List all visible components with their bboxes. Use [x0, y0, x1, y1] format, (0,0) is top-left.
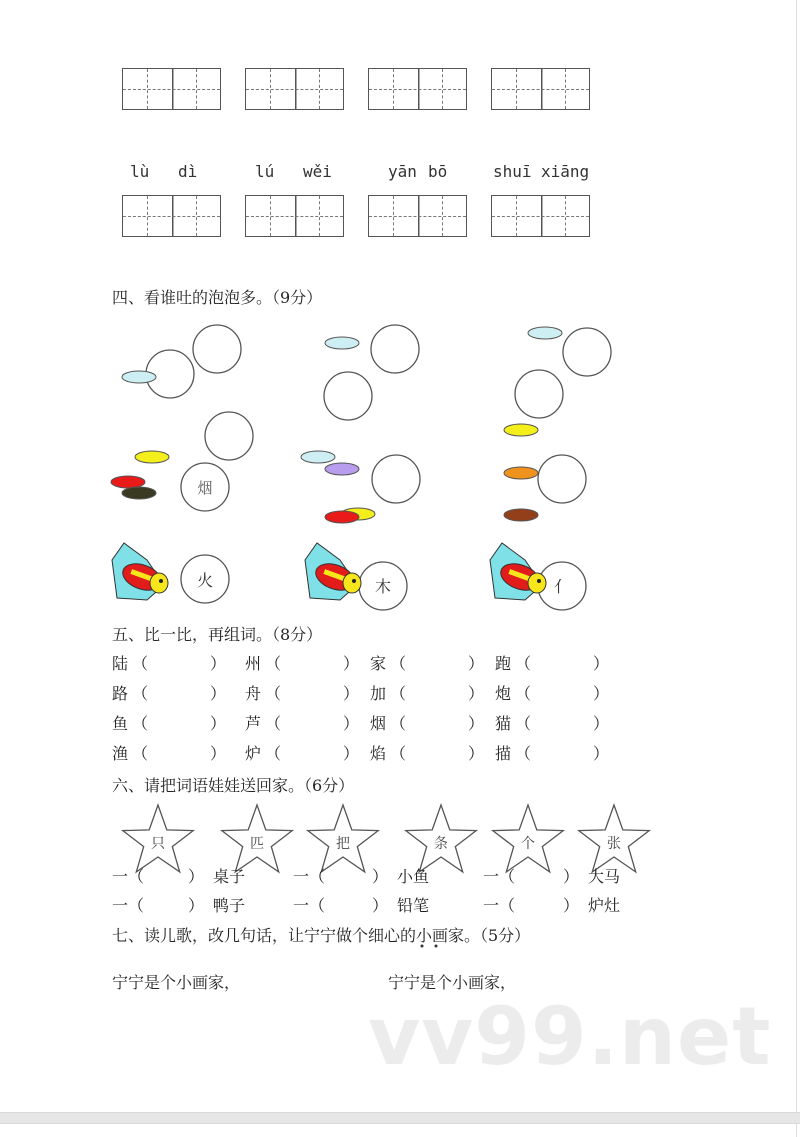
colored-bubble: [135, 451, 169, 463]
star-measure-word: 匹: [250, 836, 264, 852]
grid-guide: [393, 69, 394, 109]
pinyin-syllable: shuī: [493, 162, 532, 181]
word-char: 舟: [245, 684, 262, 703]
grid-guide: [319, 196, 320, 236]
noun-word: 鸭子: [213, 896, 246, 915]
noun-word: 大马: [588, 867, 621, 886]
pinyin-syllable: wěi: [303, 162, 332, 181]
pinyin-syllable: xiāng: [541, 162, 590, 181]
answer-blank-close: ）: [593, 654, 610, 673]
measure-prefix: 一（: [112, 896, 145, 915]
page-separator: [0, 1112, 800, 1124]
close-paren: ）: [372, 867, 389, 886]
answer-blank-close: ）: [343, 684, 360, 703]
pinyin-syllable: yān: [388, 162, 417, 181]
measure-prefix: 一（: [293, 867, 326, 886]
open-paren: （: [265, 654, 282, 673]
open-paren: （: [515, 714, 532, 733]
tianzige-box: [368, 195, 467, 237]
measure-prefix: 一（: [483, 867, 516, 886]
grid-guide: [442, 69, 443, 109]
answer-blank-close: ）: [468, 684, 485, 703]
grid-guide: [492, 216, 589, 217]
pinyin-syllable: lù: [130, 162, 150, 181]
bubble-char: 烟: [197, 479, 213, 497]
tianzige-box: [491, 68, 590, 110]
answer-blank-close: ）: [468, 714, 485, 733]
word-char: 芦: [245, 714, 262, 733]
star-measure-word: 把: [336, 836, 350, 852]
grid-guide: [246, 89, 343, 90]
grid-guide: [369, 89, 466, 90]
answer-blank-close: ）: [210, 714, 227, 733]
answer-blank-close: ）: [593, 714, 610, 733]
measure-prefix: 一（: [112, 867, 145, 886]
word-char: 烟: [370, 714, 387, 733]
answer-blank-close: ）: [593, 744, 610, 763]
tianzige-box: [368, 68, 467, 110]
measure-prefix: 一（: [293, 896, 326, 915]
grid-guide: [270, 196, 271, 236]
answer-blank-close: ）: [210, 744, 227, 763]
measure-prefix: 一（: [483, 896, 516, 915]
close-paren: ）: [372, 896, 389, 915]
word-char: 猫: [495, 714, 512, 733]
pinyin-syllable: dì: [178, 162, 198, 181]
section-4-title: 四、看谁吐的泡泡多。（9分）: [112, 288, 323, 307]
word-char: 州: [245, 654, 262, 673]
pinyin-syllable: bō: [428, 162, 448, 181]
open-paren: （: [265, 744, 282, 763]
answer-blank-close: ）: [343, 654, 360, 673]
grid-guide: [442, 196, 443, 236]
grid-guide: [369, 216, 466, 217]
star-measure-word: 张: [607, 836, 621, 852]
answer-blank-close: ）: [343, 744, 360, 763]
word-char: 鱼: [112, 714, 129, 733]
colored-bubble: [325, 463, 359, 475]
grid-guide: [516, 69, 517, 109]
bubble-circle: [193, 325, 241, 373]
star-measure-word: 个: [521, 836, 535, 852]
answer-blank-close: ）: [468, 744, 485, 763]
fish-head-icon: [343, 573, 361, 593]
open-paren: （: [390, 714, 407, 733]
bubble-circle: [538, 455, 586, 503]
section-7-title: 七、读儿歌，改几句话，让宁宁做个细心的小画家。（5分）: [112, 926, 531, 945]
open-paren: （: [132, 654, 149, 673]
fish-bubble-char: 亻: [553, 577, 571, 596]
bubble-circle: [515, 370, 563, 418]
word-char: 家: [370, 654, 387, 673]
grid-guide: [565, 196, 566, 236]
open-paren: （: [515, 684, 532, 703]
fish-eye-icon: [537, 579, 541, 583]
open-paren: （: [265, 714, 282, 733]
colored-bubble: [111, 476, 145, 488]
colored-bubble: [504, 424, 538, 436]
word-char: 路: [112, 684, 129, 703]
answer-blank-close: ）: [210, 654, 227, 673]
tianzige-box: [491, 195, 590, 237]
colored-bubble: [325, 337, 359, 349]
grid-guide: [196, 69, 197, 109]
bubble-circle: [205, 412, 253, 460]
watermark: vv99.net: [368, 990, 772, 1083]
colored-bubble: [122, 487, 156, 499]
answer-blank-close: ）: [210, 684, 227, 703]
bubble-circle: [371, 325, 419, 373]
fish-head-icon: [150, 573, 168, 593]
colored-bubble: [301, 451, 335, 463]
tianzige-box: [245, 68, 344, 110]
tianzige-box: [245, 195, 344, 237]
open-paren: （: [265, 684, 282, 703]
open-paren: （: [390, 744, 407, 763]
fish-head-icon: [528, 573, 546, 593]
section-6-title: 六、请把词语娃娃送回家。（6分）: [112, 776, 355, 795]
grid-guide: [516, 196, 517, 236]
noun-word: 桌子: [213, 867, 246, 886]
close-paren: ）: [563, 896, 580, 915]
colored-bubble: [504, 509, 538, 521]
grid-guide: [196, 196, 197, 236]
grid-guide: [319, 69, 320, 109]
fish-eye-icon: [352, 579, 356, 583]
grid-guide: [565, 69, 566, 109]
word-char: 炮: [495, 684, 512, 703]
open-paren: （: [515, 744, 532, 763]
word-char: 焰: [370, 744, 387, 763]
grid-guide: [246, 216, 343, 217]
open-paren: （: [390, 654, 407, 673]
grid-guide: [270, 69, 271, 109]
tianzige-box: [122, 195, 221, 237]
word-char: 炉: [245, 744, 262, 763]
poem-line-right: 宁宁是个小画家，: [388, 973, 517, 992]
word-char: 跑: [495, 654, 512, 673]
fish-eye-icon: [159, 579, 163, 583]
grid-guide: [393, 196, 394, 236]
grid-guide: [123, 216, 220, 217]
answer-blank-close: ）: [343, 714, 360, 733]
colored-bubble: [528, 327, 562, 339]
answer-blank-close: ）: [593, 684, 610, 703]
noun-word: 炉灶: [588, 896, 621, 915]
grid-guide: [492, 89, 589, 90]
bubble-circle: [563, 328, 611, 376]
grid-guide: [123, 89, 220, 90]
colored-bubble: [504, 467, 538, 479]
tianzige-box: [122, 68, 221, 110]
open-paren: （: [132, 714, 149, 733]
colored-bubble: [325, 511, 359, 523]
bubble-circle: [324, 372, 372, 420]
answer-blank-close: ）: [468, 654, 485, 673]
open-paren: （: [390, 684, 407, 703]
word-char: 加: [370, 684, 387, 703]
word-char: 渔: [112, 744, 129, 763]
open-paren: （: [515, 654, 532, 673]
section-5-title: 五、比一比，再组词。（8分）: [112, 625, 323, 644]
fish-bubble-char: 木: [374, 577, 392, 596]
grid-guide: [147, 196, 148, 236]
word-char: 描: [495, 744, 512, 763]
star-measure-word: 只: [151, 836, 165, 852]
colored-bubble: [122, 371, 156, 383]
bubble-circle: [372, 455, 420, 503]
open-paren: （: [132, 744, 149, 763]
pinyin-syllable: lú: [255, 162, 275, 181]
close-paren: ）: [188, 867, 205, 886]
open-paren: （: [132, 684, 149, 703]
noun-word: 小鱼: [397, 867, 430, 886]
star-measure-word: 条: [434, 836, 448, 852]
close-paren: ）: [563, 867, 580, 886]
close-paren: ）: [188, 896, 205, 915]
grid-guide: [147, 69, 148, 109]
fish-bubble-char: 火: [196, 571, 214, 590]
word-char: 陆: [112, 654, 129, 673]
noun-word: 铅笔: [397, 896, 430, 915]
poem-line-left: 宁宁是个小画家，: [112, 973, 241, 992]
